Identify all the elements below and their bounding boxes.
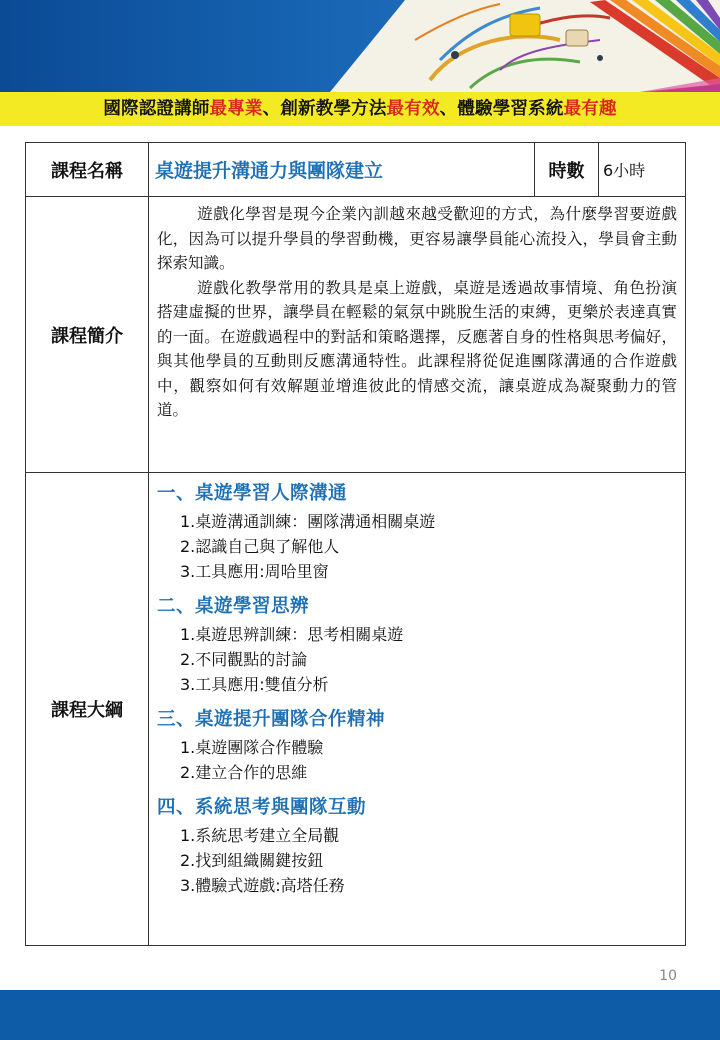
outline-item: 3.工具應用:周哈里窗 (180, 562, 329, 581)
intro-paragraph: 遊戲化學習是現今企業內訓越來越受歡迎的方式，為什麼學習要遊戲化，因為可以提升學員的學習動機，更容易讓學員能心流投入，學員會主動探索知識。 (157, 205, 677, 272)
outline-section-title: 三、桌遊提升團隊合作精神 (157, 709, 386, 730)
outline-item: 2.不同觀點的討論 (180, 650, 308, 669)
outline-item: 1.桌遊團隊合作體驗 (180, 738, 324, 757)
outline-section-title: 二、桌遊學習思辨 (157, 596, 310, 617)
outline-section-title: 四、系統思考與團隊互動 (157, 797, 367, 818)
outline-item: 3.工具應用:雙值分析 (180, 675, 329, 694)
hours-label: 時數 (535, 143, 599, 197)
banner-text-3: 、體驗學習系統 (439, 99, 564, 119)
banner-highlight-1: 最專業 (209, 99, 263, 119)
tagline-banner (0, 92, 720, 126)
course-outline-label: 課程大綱 (26, 473, 149, 946)
outline-item: 1.桌遊溝通訓練：團隊溝通相關桌遊 (180, 512, 436, 531)
outline-item: 1.桌遊思辨訓練：思考相關桌遊 (180, 625, 404, 644)
course-name-label: 課程名稱 (26, 143, 149, 197)
banner-text-2: 、創新教學方法 (262, 99, 387, 119)
outline-section (157, 795, 679, 898)
course-name-value: 桌遊提升溝通力與團隊建立 (149, 143, 535, 197)
course-intro-text (149, 197, 686, 473)
outline-section-title: 一、桌遊學習人際溝通 (157, 483, 348, 504)
footer-bar (0, 990, 720, 1040)
banner-highlight-3: 最有趣 (563, 99, 617, 119)
outline-section (157, 707, 679, 785)
outline-item: 2.建立合作的思維 (180, 763, 308, 782)
outline-item: 3.體驗式遊戲:高塔任務 (180, 876, 345, 895)
banner-highlight-2: 最有效 (386, 99, 440, 119)
banner-text-1: 國際認證講師 (103, 99, 210, 119)
intro-paragraph: 遊戲化教學常用的教具是桌上遊戲，桌遊是透過故事情境、角色扮演搭建虛擬的世界，讓學員在輕鬆的氣氛中跳脫生活的束縛，更樂於表達真實的一面。在遊戲過程中的對話和策略選擇，反應著自身的性格與思考偏好，與其他學員的互動則反應溝通特性。此課程將從促進團隊溝通的合作遊戲中，觀察如何有效解題並增進彼此的情感交流，讓桌遊成為凝聚動力的管道。 (157, 278, 677, 419)
outline-section (157, 481, 679, 584)
course-name-row (26, 143, 686, 197)
course-info-table (25, 142, 686, 946)
outline-item: 2.認識自己與了解他人 (180, 537, 340, 556)
outline-item: 1.系統思考建立全局觀 (180, 826, 340, 845)
header-decoration (0, 0, 720, 92)
outline-section (157, 594, 679, 697)
course-intro-label: 課程簡介 (26, 197, 149, 473)
hours-value: 6小時 (599, 143, 686, 197)
page-number: 10 (659, 968, 677, 984)
course-outline-row (26, 473, 686, 946)
course-outline-content (149, 473, 686, 946)
outline-item: 2.找到組織關鍵按鈕 (180, 851, 324, 870)
course-intro-row (26, 197, 686, 473)
